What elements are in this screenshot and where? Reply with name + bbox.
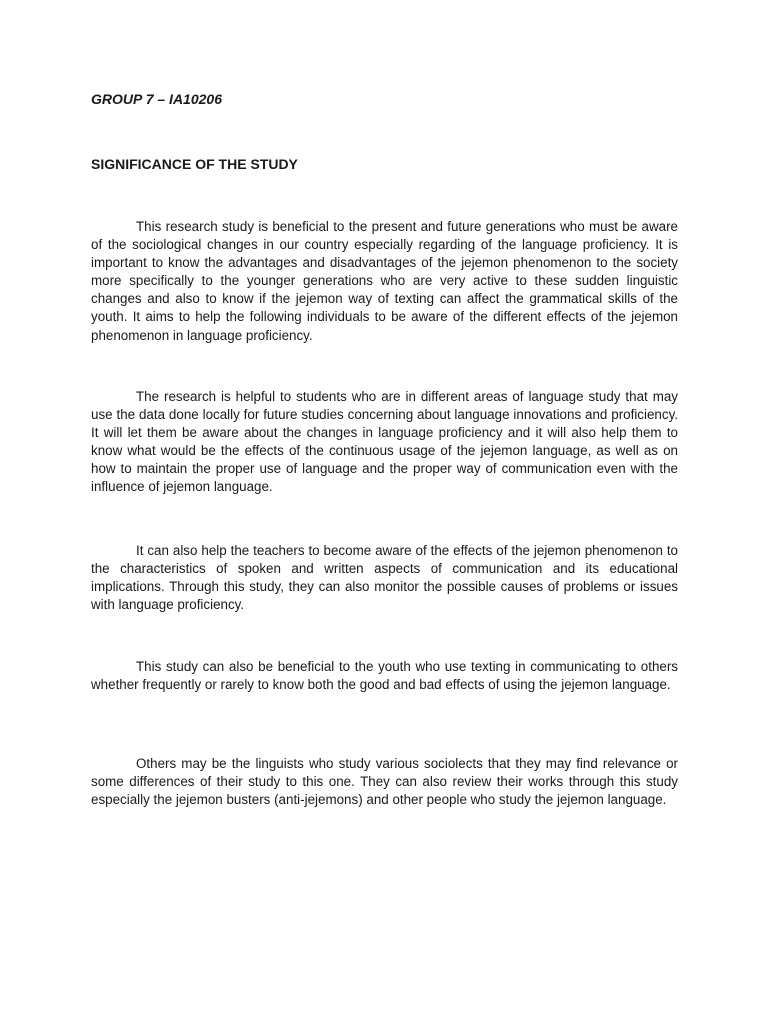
paragraph-linguists: Others may be the linguists who study various sociolects that they may find relevance or some differences of their study to this one. They can also review their works through this study especially the jejemon busters (anti-jejemons) and other people who study the jejemon language.	[91, 756, 678, 808]
paragraph-youth: This study can also be beneficial to the youth who use texting in communicating to others whether frequently or rarely to know both the good and bad effects of using the jejemon language.	[91, 659, 678, 693]
paragraph-teachers: It can also help the teachers to become aware of the effects of the jejemon phenomenon to the characteristics of spoken and written aspects of communication and its educational implications. Through this study, they can also monitor the possible causes of problems or issues with language proficiency.	[91, 543, 678, 613]
section-heading: SIGNIFICANCE OF THE STUDY	[91, 156, 298, 172]
paragraph-students: The research is helpful to students who are in different areas of language study that may use the data done locally for future studies concerning about language innovations and proficiency. It will let them be aware about the changes in language proficiency and it will also help them to know what would be the effects of the continuous usage of the jejemon language, as well as on how to maintain the proper use of language and the proper way of communication even with the influence of jejemon language.	[91, 389, 678, 495]
paragraph-intro: This research study is beneficial to the present and future generations who must be aware of the sociological changes in our country especially regarding of the language proficiency. It is important to know the advantages and disadvantages of the jejemon phenomenon to the society more specifically to the younger generations who are very active to these sudden linguistic changes and also to know if the jejemon way of texting can affect the grammatical skills of the youth. It aims to help the following individuals to be aware of the different effects of the jejemon phenomenon in language proficiency.	[91, 219, 678, 343]
group-heading: GROUP 7 – IA10206	[91, 91, 222, 107]
